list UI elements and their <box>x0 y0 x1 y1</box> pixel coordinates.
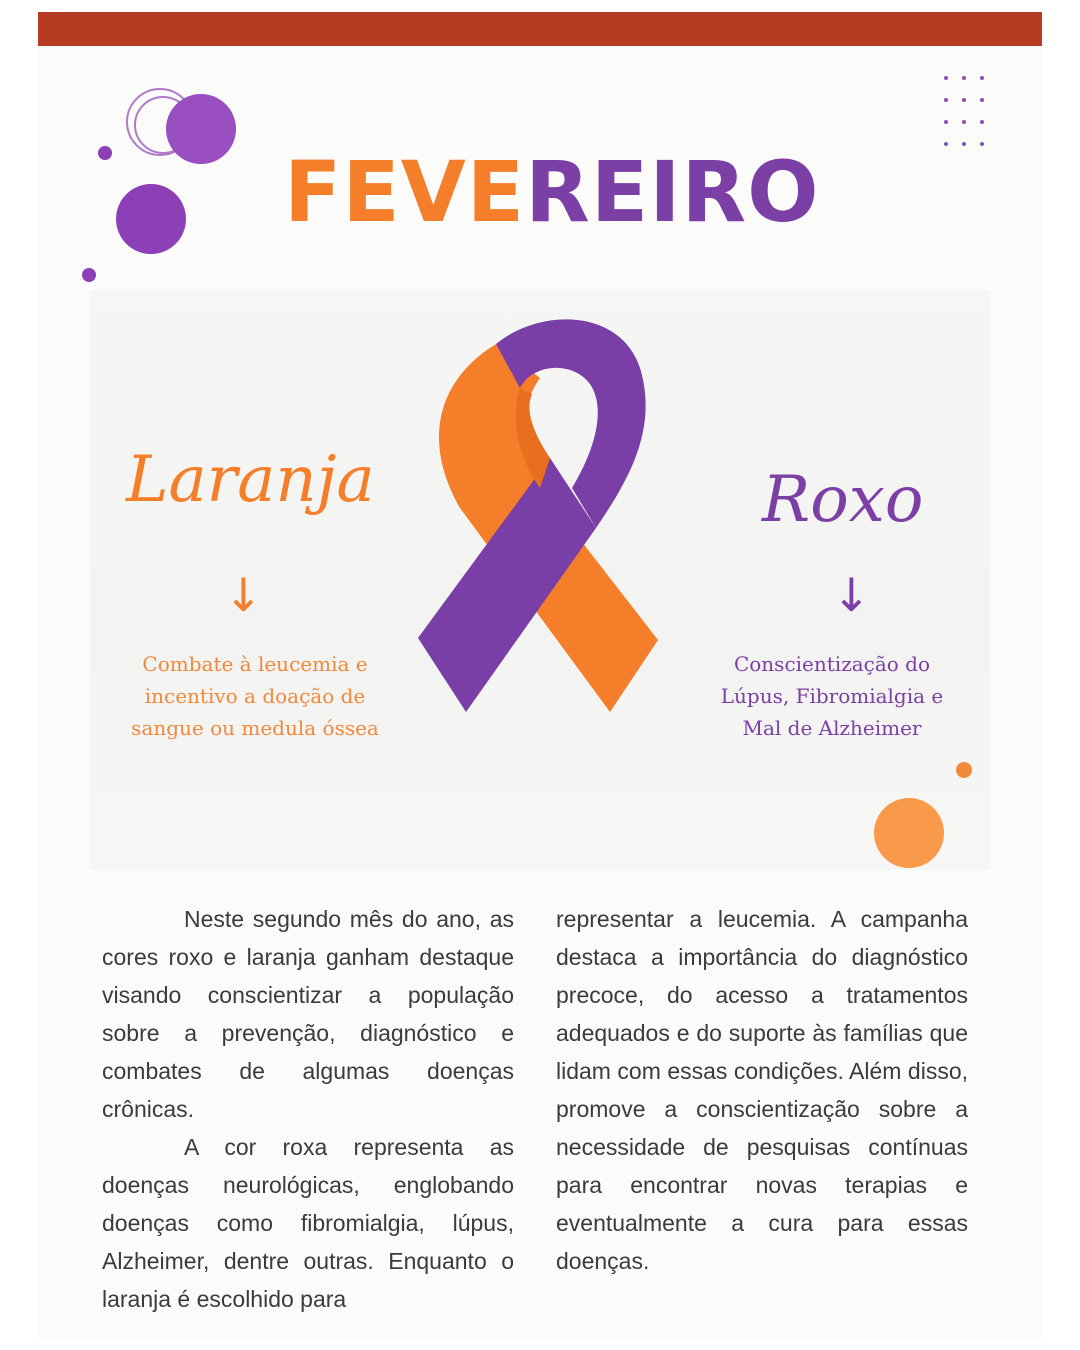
caption-line: Lúpus, Fibromialgia e <box>720 684 944 708</box>
decor-dot-small-1 <box>98 146 112 160</box>
decor-circle-medium <box>116 184 186 254</box>
decor-circle-orange <box>874 798 944 868</box>
arrow-down-icon: ↓ <box>832 568 871 622</box>
page-title <box>284 143 820 241</box>
top-color-band <box>38 12 1042 46</box>
roxo-label: Roxo <box>762 463 924 537</box>
title-orange-part: FEVE <box>284 143 526 241</box>
article-paragraph: representar a leucemia. A campanha destaca a importância do diagnóstico precoce, do acesso a tratamentos adequados e do suporte às famílias que lidam com essas condições. Além disso, promove a conscientização sobre a necessidade de pesquisas contínuas para encontrar novas terapias e eventualmente a cura para essas doenças. <box>556 906 968 1274</box>
article-paragraph: A cor roxa representa as doenças neurológicas, englobando doenças como fibromialgia, lúpus, Alzheimer, dentre outras. Enquanto o laranja é escolhido para <box>102 1134 514 1312</box>
roxo-caption <box>704 648 960 744</box>
decor-dot-small-2 <box>82 268 96 282</box>
arrow-down-icon: ↓ <box>224 568 263 622</box>
article-paragraph: Neste segundo mês do ano, as cores roxo e laranja ganham destaque visando conscientizar a população sobre a prevenção, diagnóstico e combates de algumas doenças crônicas. <box>102 906 514 1122</box>
magazine-page <box>38 12 1042 1338</box>
caption-line: sangue ou medula óssea <box>131 716 379 740</box>
article-column-right <box>556 900 968 1280</box>
laranja-caption <box>120 648 390 744</box>
caption-line: Conscientização do <box>733 652 931 676</box>
decor-dot-grid <box>944 76 998 156</box>
decor-circle-large <box>166 94 236 164</box>
caption-line: Mal de Alzheimer <box>742 716 922 740</box>
article-column-left <box>102 900 514 1318</box>
caption-line: incentivo a doação de <box>144 684 366 708</box>
decor-dot-orange-small <box>956 762 972 778</box>
awareness-ribbon-icon <box>400 308 700 720</box>
caption-line: Combate à leucemia e <box>142 652 368 676</box>
title-purple-part: REIRO <box>525 143 820 241</box>
laranja-label: Laranja <box>126 443 375 517</box>
